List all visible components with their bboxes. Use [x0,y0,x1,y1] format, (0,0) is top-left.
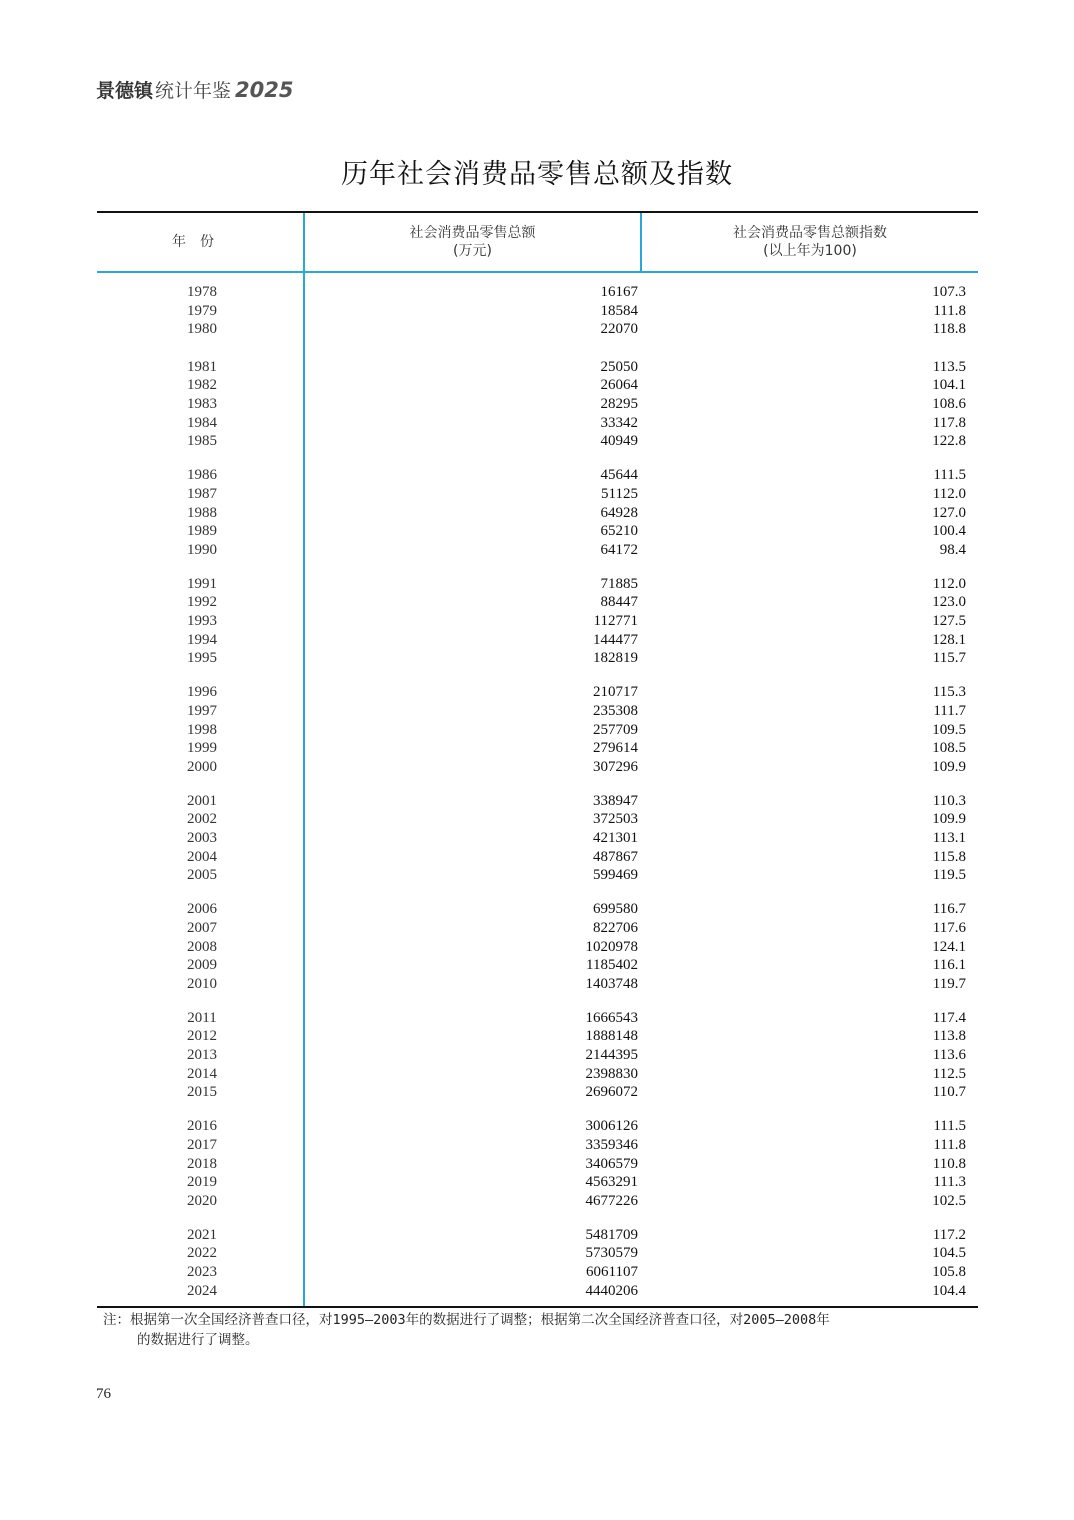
cell-total: 5730579 [585,1245,638,1262]
table-row [97,631,978,649]
cell-total: 1185402 [586,957,638,974]
header-total [305,213,640,271]
cell-index: 104.4 [932,1282,966,1299]
table-row [97,829,978,847]
cell-total: 1403748 [585,975,638,992]
data-table [97,211,978,1308]
cell-total: 26064 [600,377,638,394]
table-row [97,1173,978,1191]
table-row [97,541,978,559]
table-row [97,575,978,593]
cell-total: 3006126 [585,1118,638,1135]
cell-total: 5481709 [585,1226,638,1243]
table-row [97,1263,978,1281]
cell-total: 372503 [593,811,638,828]
cell-index: 111.5 [933,467,966,484]
table-row [97,283,978,301]
cell-year: 2010 [187,975,217,992]
table-note [103,1310,983,1350]
table-row [97,938,978,956]
cell-index: 113.8 [932,1028,966,1045]
cell-index: 109.9 [932,811,966,828]
cell-year: 2016 [187,1118,217,1135]
cell-total: 4563291 [585,1174,638,1191]
cell-total: 3359346 [585,1136,638,1153]
cell-year: 2006 [187,901,217,918]
note-line-2: 的数据进行了调整。 [137,1332,259,1348]
cell-index: 98.4 [939,541,966,558]
cell-total: 1020978 [585,938,638,955]
page-title: 历年社会消费品零售总额及指数 [341,159,733,190]
cell-total: 64172 [600,541,638,558]
cell-index: 111.8 [933,302,966,319]
cell-index: 108.5 [932,740,966,757]
cell-total: 1666543 [585,1009,638,1026]
table-row [97,1136,978,1154]
cell-year: 2019 [187,1174,217,1191]
cell-index: 119.5 [932,867,966,884]
cell-total: 599469 [593,867,638,884]
cell-year: 2011 [187,1009,217,1026]
header-index-unit: (以上年为100) [763,243,857,259]
table-row [97,358,978,376]
cell-index: 104.5 [932,1245,966,1262]
cell-year: 2003 [187,830,217,846]
cell-year: 1997 [187,702,217,719]
cell-index: 117.4 [932,1009,966,1026]
cell-index: 127.5 [932,613,966,629]
table-row [97,466,978,484]
cell-year: 2014 [187,1065,217,1082]
table-row [97,956,978,974]
cell-index: 112.0 [932,575,966,592]
cell-total: 338947 [593,792,638,809]
cell-year: 1981 [187,358,217,375]
cell-total: 2144395 [585,1047,638,1063]
cell-total: 88447 [600,594,638,611]
cell-index: 109.5 [932,721,966,738]
cell-total: 3406579 [585,1155,638,1172]
header-total-title: 社会消费品零售总额 [409,225,536,241]
table-row [97,320,978,338]
cell-year: 2004 [187,848,217,865]
cell-total: 210717 [593,684,638,701]
cell-year: 2022 [187,1245,217,1262]
cell-index: 124.1 [932,938,966,955]
cell-year: 2009 [187,957,217,974]
cell-year: 1993 [187,613,217,629]
cell-total: 144477 [593,631,638,648]
cell-year: 2000 [187,758,217,775]
cell-year: 2023 [187,1264,217,1280]
table-row [97,1046,978,1064]
table-row [97,810,978,828]
cell-index: 110.7 [932,1084,966,1101]
cell-total: 18584 [600,302,638,319]
cell-total: 40949 [600,433,638,450]
cell-total: 257709 [593,721,638,738]
cell-index: 115.3 [932,684,966,701]
running-head-book: 统计年鉴 [155,80,232,102]
cell-index: 112.0 [932,485,966,502]
table-row [97,1282,978,1300]
table-row [97,485,978,503]
table-row [97,683,978,701]
cell-year: 1994 [187,631,217,648]
cell-year: 1999 [187,740,217,757]
cell-year: 1991 [187,575,217,592]
table-row [97,414,978,432]
table-row [97,504,978,522]
cell-year: 1978 [187,284,217,300]
table-row [97,1117,978,1135]
page-number: 76 [96,1386,111,1402]
table-row [97,739,978,757]
cell-index: 123.0 [932,594,966,611]
cell-year: 2020 [187,1192,217,1209]
cell-year: 1984 [187,414,217,431]
cell-total: 279614 [593,740,638,757]
cell-index: 117.8 [932,414,966,431]
cell-year: 2024 [187,1282,217,1299]
table-row [97,522,978,540]
cell-total: 4440206 [585,1282,638,1299]
table-row [97,702,978,720]
cell-index: 109.9 [932,758,966,775]
column-rule-2 [640,213,642,273]
cell-total: 22070 [600,321,638,338]
cell-index: 113.6 [932,1047,966,1063]
cell-total: 421301 [593,830,638,846]
cell-index: 117.2 [932,1226,966,1243]
cell-total: 4677226 [585,1192,638,1209]
cell-year: 2018 [187,1155,217,1172]
table-row [97,395,978,413]
cell-year: 2002 [187,811,217,828]
cell-year: 2017 [187,1136,217,1153]
cell-year: 1988 [187,504,217,521]
cell-index: 118.8 [932,321,966,338]
note-label: 注： [103,1312,130,1328]
note-line-1: 根据第一次全国经济普查口径，对1995—2003年的数据进行了调整；根据第二次全国经济普查口径，对2005—2008年 [130,1312,830,1328]
cell-year: 1983 [187,396,217,412]
cell-year: 2007 [187,919,217,936]
cell-index: 112.5 [932,1065,966,1082]
cell-year: 1985 [187,433,217,450]
cell-total: 16167 [600,284,638,300]
header-year: 年份 [172,234,228,250]
cell-total: 235308 [593,702,638,719]
cell-year: 2015 [187,1084,217,1101]
cell-index: 115.7 [932,650,966,667]
cell-year: 1979 [187,302,217,319]
table-row [97,593,978,611]
table-row [97,1083,978,1101]
cell-year: 2008 [187,938,217,955]
cell-year: 1987 [187,485,217,502]
cell-index: 110.8 [932,1155,966,1172]
table-row [97,1065,978,1083]
table-row [97,721,978,739]
cell-total: 33342 [600,414,638,431]
table-row [97,302,978,320]
cell-total: 307296 [593,758,638,775]
cell-index: 110.3 [932,792,966,809]
cell-index: 117.6 [932,919,966,936]
cell-year: 2013 [187,1047,217,1063]
cell-year: 2001 [187,792,217,809]
table-row [97,1192,978,1210]
cell-total: 51125 [601,485,638,502]
table-row [97,919,978,937]
cell-index: 122.8 [932,433,966,450]
cell-index: 111.7 [933,702,966,719]
cell-index: 108.6 [932,396,966,412]
cell-year: 1995 [187,650,217,667]
cell-total: 2696072 [585,1084,638,1101]
cell-index: 119.7 [932,975,966,992]
cell-index: 111.5 [933,1118,966,1135]
cell-index: 100.4 [932,523,966,540]
cell-total: 699580 [593,901,638,918]
cell-index: 107.3 [932,284,966,300]
table-row [97,1027,978,1045]
running-head-year: 2025 [235,78,294,102]
cell-index: 113.5 [932,358,966,375]
cell-index: 116.1 [932,957,966,974]
table-row [97,1009,978,1027]
cell-index: 111.8 [933,1136,966,1153]
cell-total: 45644 [600,467,638,484]
cell-total: 25050 [600,358,638,375]
cell-year: 1992 [187,594,217,611]
cell-index: 113.1 [932,830,966,846]
table-row [97,1244,978,1262]
cell-total: 71885 [600,575,638,592]
table-row [97,649,978,667]
cell-year: 1989 [187,523,217,540]
cell-year: 1980 [187,321,217,338]
cell-year: 2021 [187,1226,217,1243]
cell-year: 1990 [187,541,217,558]
cell-total: 112771 [593,613,638,629]
table-row [97,1226,978,1244]
cell-total: 65210 [600,523,638,540]
cell-total: 28295 [600,396,638,412]
running-head [96,76,293,103]
table-row [97,866,978,884]
table-row [97,758,978,776]
cell-total: 487867 [593,848,638,865]
cell-year: 1982 [187,377,217,394]
cell-year: 1986 [187,467,217,484]
cell-total: 64928 [600,504,638,521]
header-index-title: 社会消费品零售总额指数 [733,225,887,241]
table-row [97,432,978,450]
header-index [642,213,978,271]
cell-total: 822706 [593,919,638,936]
cell-year: 2012 [187,1028,217,1045]
running-head-brand: 景德镇 [96,80,154,102]
cell-index: 102.5 [932,1192,966,1209]
table-row [97,900,978,918]
cell-total: 182819 [593,650,638,667]
header-total-unit: (万元) [453,243,492,259]
table-row [97,612,978,630]
cell-index: 111.3 [933,1174,966,1191]
cell-index: 104.1 [932,377,966,394]
cell-index: 127.0 [932,504,966,521]
cell-index: 105.8 [932,1264,966,1280]
cell-total: 2398830 [585,1065,638,1082]
table-row [97,792,978,810]
cell-total: 1888148 [585,1028,638,1045]
cell-total: 6061107 [586,1264,638,1280]
table-row [97,848,978,866]
cell-index: 116.7 [932,901,966,918]
table-row [97,975,978,993]
table-row [97,376,978,394]
table-row [97,1155,978,1173]
cell-year: 1998 [187,721,217,738]
cell-index: 128.1 [932,631,966,648]
cell-year: 1996 [187,684,217,701]
cell-year: 2005 [187,867,217,884]
cell-index: 115.8 [932,848,966,865]
header-rule [97,271,978,273]
